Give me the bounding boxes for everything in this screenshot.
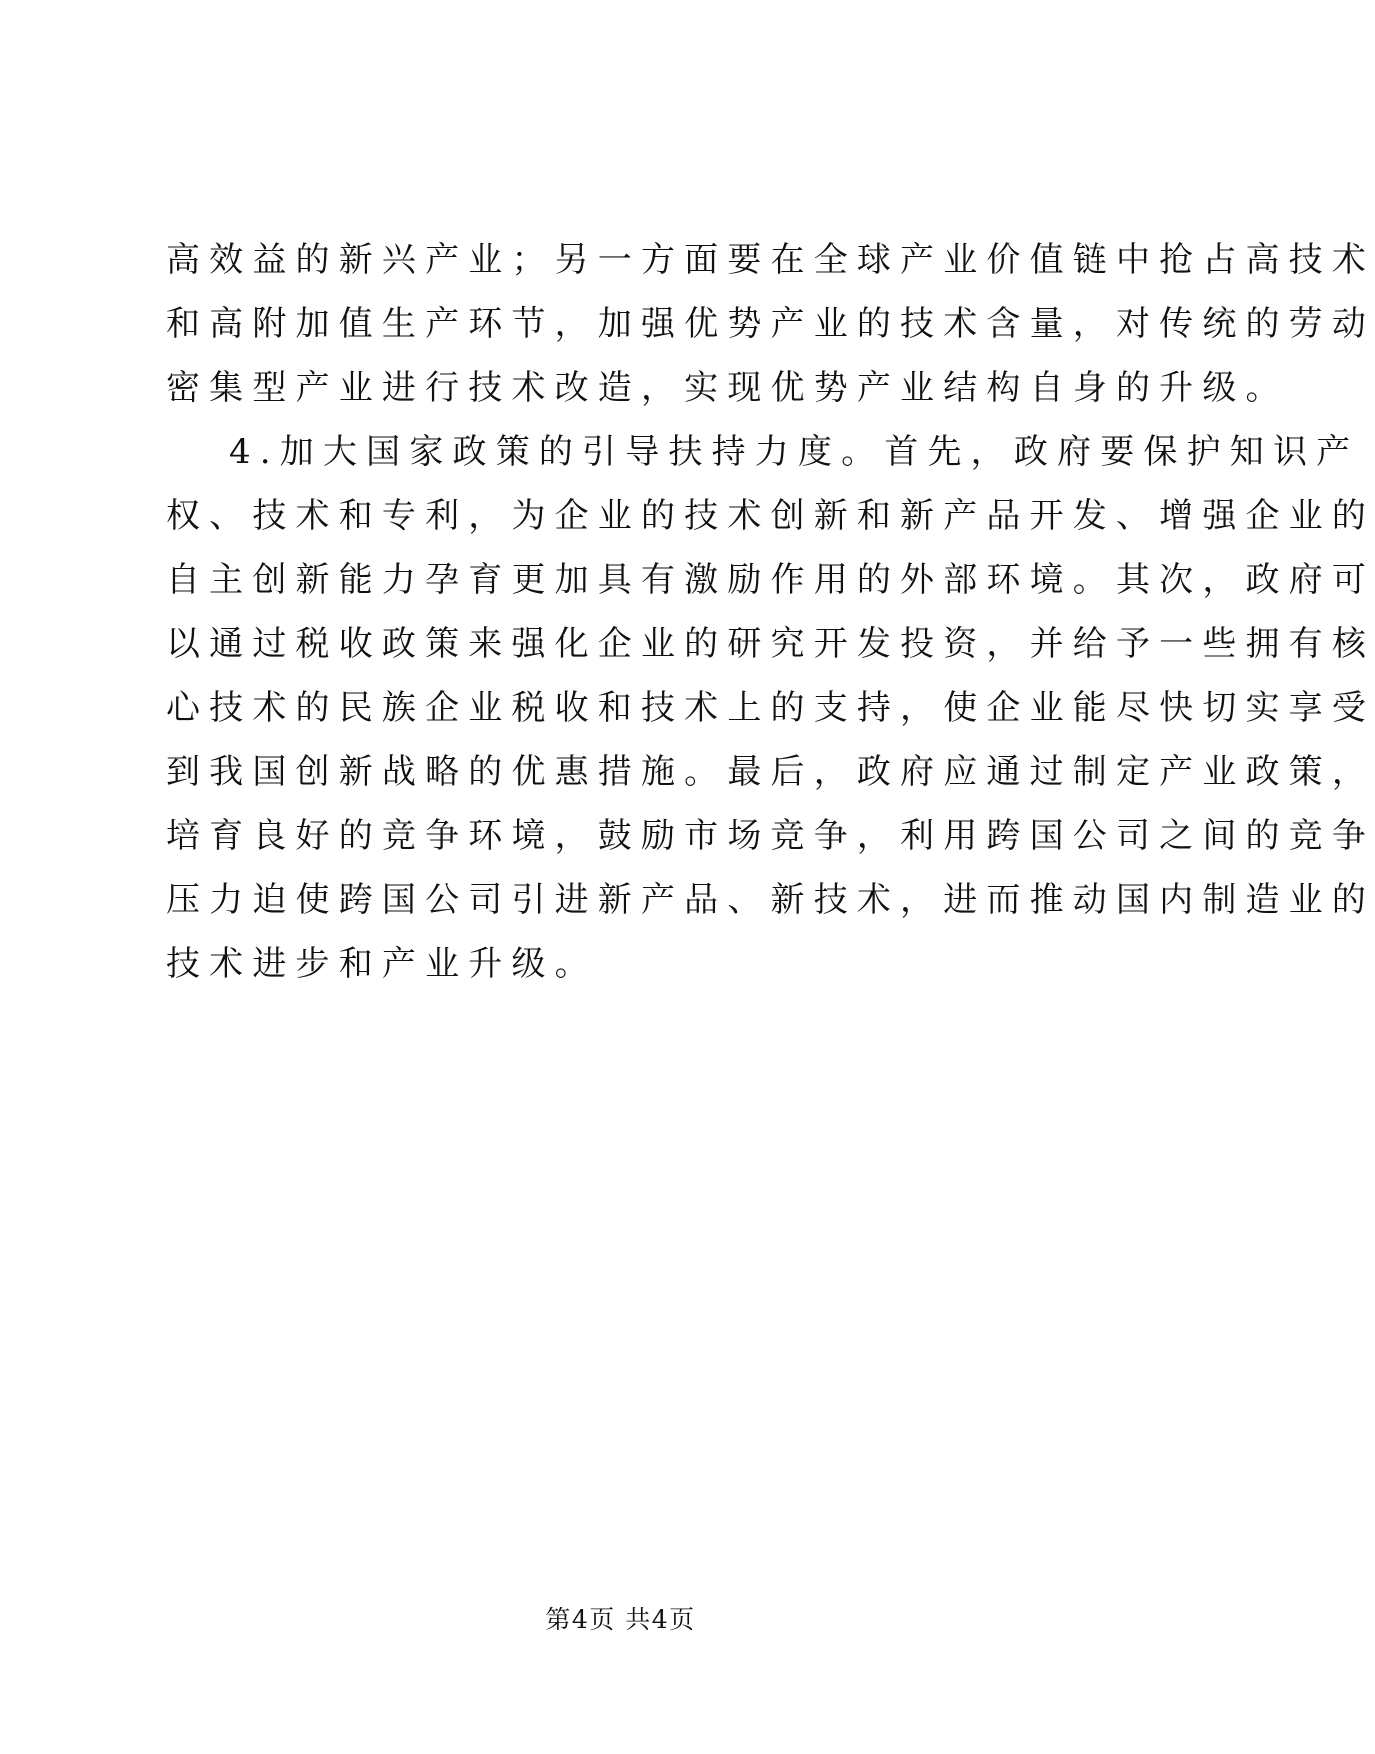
text-line: 心技术的民族企业税收和技术上的支持，使企业能尽快切实享受 [166,688,1375,728]
text-line: 自主创新能力孕育更加具有激励作用的外部环境。其次，政府可 [166,560,1375,600]
text-line: 技术进步和产业升级。 [166,944,598,984]
text-line: 以通过税收政策来强化企业的研究开发投资，并给予一些拥有核 [166,624,1375,664]
text-line: 权、技术和专利，为企业的技术创新和新产品开发、增强企业的 [166,496,1375,536]
text-line: 高效益的新兴产业；另一方面要在全球产业价值链中抢占高技术 [166,240,1375,280]
text-line: 到我国创新战略的优惠措施。最后，政府应通过制定产业政策， [166,752,1375,792]
text-line: 密集型产业进行技术改造，实现优势产业结构自身的升级。 [166,368,1289,408]
body-text [166,228,1375,996]
text-line: 压力迫使跨国公司引进新产品、新技术，进而推动国内制造业的 [166,880,1375,920]
text-line: 和高附加值生产环节，加强优势产业的技术含量，对传统的劳动 [166,304,1375,344]
paragraph-start-line: 4.加大国家政策的引导扶持力度。首先，政府要保护知识产 [229,432,1360,472]
page-number-footer: 第4页 共4页 [545,1605,696,1634]
text-line: 培育良好的竞争环境，鼓励市场竞争，利用跨国公司之间的竞争 [166,816,1375,856]
